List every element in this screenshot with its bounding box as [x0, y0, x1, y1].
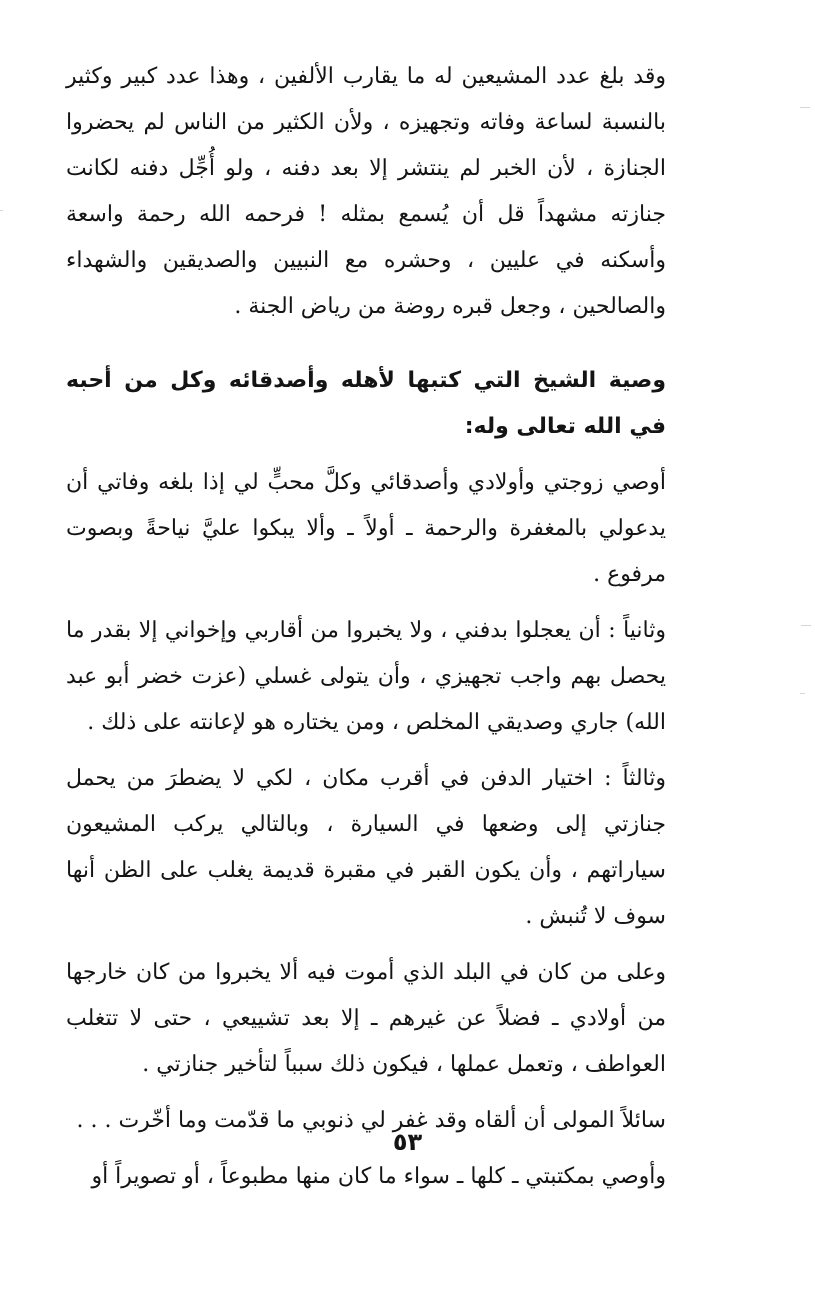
section-heading-will: وصية الشيخ التي كتبها لأهله وأصدقائه وكل من أحبه في الله تعالى وله: — [66, 368, 666, 439]
paragraph-supplication: سائلاً المولى أن ألقاه وقد غفر لي ذنوبي ما قدّمت وما أخّرت . . . — [76, 1108, 666, 1133]
paragraph-will-third: وثالثاً : اختيار الدفن في أقرب مكان ، لكي لا يضطرَ من يحمل جنازتي إلى وضعها في السيارة ، وبالتالي يركب المشيعون سياراتهم ، وأن يكون القبر في مقبرة قديمة يغلب على الظن أنها سوف لا تُنبش . — [66, 766, 666, 929]
scan-margin-mark — [800, 107, 810, 108]
scan-margin-mark — [0, 210, 3, 211]
paragraph-will-notify: وعلى من كان في البلد الذي أموت فيه ألا يخبروا من كان خارجها من أولادي ـ فضلاً عن غيرهم ـ إلا بعد تشييعي ، حتى لا تتغلب العواطف ، وتعمل عملها ، فيكون ذلك سبباً لتأخير جنازتي . — [66, 960, 666, 1077]
scan-margin-mark — [801, 625, 811, 626]
paragraph-will-second: وثانياً : أن يعجلوا بدفني ، ولا يخبروا من أقاربي وإخواني إلا بقدر ما يحصل بهم واجب تجهيزي ، وأن يتولى غسلي (عزت خضر أبو عبد الله) جاري وصديقي المخلص ، ومن يختاره هو لإعانته على ذلك . — [66, 618, 666, 735]
page-body — [66, 54, 666, 1200]
scan-margin-mark — [800, 693, 805, 694]
page-number: ٥٣ — [392, 1128, 423, 1156]
paragraph-will-first: أوصي زوجتي وأولادي وأصدقائي وكلَّ محبٍّ لي إذا بلغه وفاتي أن يدعولي بالمغفرة والرحمة ـ أولاً ـ وألا يبكوا عليَّ نياحةً وبصوت مرفوع . — [66, 470, 666, 587]
paragraph-mourners: وقد بلغ عدد المشيعين له ما يقارب الألفين ، وهذا عدد كبير وكثير بالنسبة لساعة وفاته وتجهيزه ، ولأن الكثير من الناس لم يحضروا الجنازة ، لأن الخبر لم ينتشر إلا بعد دفنه ، ولو أُجِّل دفنه لكانت جنازته مشهداً قل أن يُسمع بمثله ! فرحمه الله رحمة واسعة وأسكنه في عليين ، وحشره مع النبيين والصديقين والشهداء والصالحين ، وجعل قبره روضة من رياض الجنة . — [66, 64, 666, 319]
paragraph-library: وأوصي بمكتبتي ـ كلها ـ سواء ما كان منها مطبوعاً ، أو تصويراً أو — [91, 1164, 666, 1189]
